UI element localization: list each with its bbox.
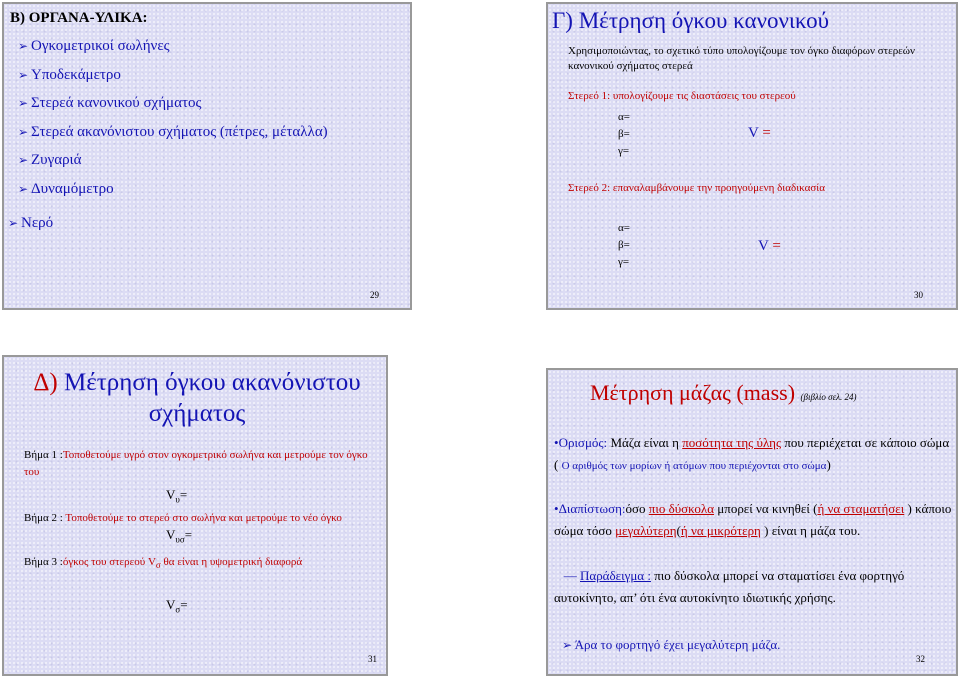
dash-bullet-icon: —	[554, 568, 580, 583]
arrow-bullet-icon: ➢	[18, 67, 29, 82]
slide-title: Γ) Μέτρηση όγκου κανονικού	[552, 8, 830, 33]
slide-31	[2, 355, 388, 676]
list-item: ➢ Δυναμόμετρο	[18, 180, 114, 197]
arrow-bullet-icon: ➢	[18, 96, 29, 110]
slide-29	[2, 2, 412, 310]
list-item: ➢ Ζυγαριά	[18, 152, 82, 168]
list-item: ➢ Στερεά κανονικού σχήματος	[18, 95, 202, 111]
step-3-text: Βήμα 3 :όγκος του στερεού $V_\sigma$ θα είναι η υψομετρική διαφορά	[24, 556, 303, 571]
arrow-bullet-icon: ➢	[18, 181, 29, 196]
page-number: 32	[916, 654, 925, 664]
observation-paragraph: •Διαπίστωση:όσο πιο δύσκολα μπορεί να κινηθεί (ή να σταματήσει ) κάποιο σώμα τόσο μεγαλύτερη(ή να μικρότερη ) είναι η μάζα του.	[554, 501, 952, 538]
var-beta: β=	[618, 128, 630, 140]
definition-paragraph: •Ορισμός: Μάζα είναι η ποσότητα της ύλης που περιέχεται σε κάποιο σώμα ( Ο αριθμός των μορίων ή ατόμων που περιέχονται στο σώμα)	[554, 435, 950, 472]
volume-formula: V =	[748, 125, 771, 141]
step-1-text: Βήμα 1 :Τοποθετούμε υγρό στον ογκομετρικό σωλήνα και μετρούμε τον όγκο του	[24, 449, 368, 478]
volume-solid: $V_\sigma=$	[166, 597, 188, 615]
list-item: ➢ Στερεά ακανόνιστου σχήματος (πέτρες, μέταλλα)	[18, 123, 328, 140]
slide-32	[546, 368, 958, 676]
solid-1-text: Στερεό 1: υπολογίζουμε τις διαστάσεις του στερεού	[568, 90, 796, 102]
materials-list	[18, 38, 328, 209]
page-number: 29	[370, 290, 379, 300]
page-number: 30	[914, 290, 923, 300]
slide-title: Δ) Μέτρηση όγκου ακανόνιστου σχήματος	[33, 369, 361, 427]
volume-liquid: $V_\upsilon=$	[166, 487, 188, 505]
slide-30	[546, 2, 958, 310]
arrow-bullet-icon: ➢	[8, 216, 19, 230]
conclusion-text: ➢ Άρα το φορτηγό έχει μεγαλύτερη μάζα.	[562, 637, 781, 652]
solid-2-text: Στερεό 2: επαναλαμβάνουμε την προηγούμενη διαδικασία	[568, 182, 826, 194]
list-item: ➢ Ογκομετρικοί σωλήνες	[18, 38, 170, 54]
arrow-bullet-icon: ➢	[18, 39, 29, 53]
example-paragraph: — Παράδειγμα : πιο δύσκολα μπορεί να σταματίσει ένα φορτηγό αυτοκίνητο, απ’ ότι ένα αυτοκίνητο ιδιωτικής χρήσης.	[554, 568, 905, 605]
arrow-bullet-icon: ➢	[18, 124, 29, 139]
page-number: 31	[368, 654, 377, 664]
list-item: ➢ Υποδεκάμετρο	[18, 66, 121, 83]
volume-formula: V =	[758, 238, 781, 254]
slide-title: Β) ΟΡΓΑΝΑ-ΥΛΙΚΑ:	[10, 10, 148, 26]
list-item-water: ➢ Νερό	[8, 215, 54, 231]
step-2-text: Βήμα 2 : Τοποθετούμε το στερεό στο σωλήνα και μετρούμε το νέο όγκο	[24, 512, 342, 524]
intro-text: Χρησιμοποιώντας, το σχετικό τύπο υπολογίζουμε τον όγκο διαφόρων στερεών κανονικού σχήματος στερεά	[568, 45, 916, 72]
arrow-bullet-icon: ➢	[562, 638, 573, 652]
arrow-bullet-icon: ➢	[18, 153, 29, 167]
var-beta: β=	[618, 239, 630, 251]
var-alpha: α=	[618, 222, 630, 234]
slide-title: Μέτρηση μάζας (mass) (βιβλίο σελ. 24)	[590, 380, 857, 405]
var-gamma: γ=	[618, 256, 630, 268]
volume-liquid-solid: $V_{\upsilon\sigma}=$	[166, 527, 193, 545]
var-alpha: α=	[618, 111, 630, 123]
var-gamma: γ=	[618, 145, 630, 157]
